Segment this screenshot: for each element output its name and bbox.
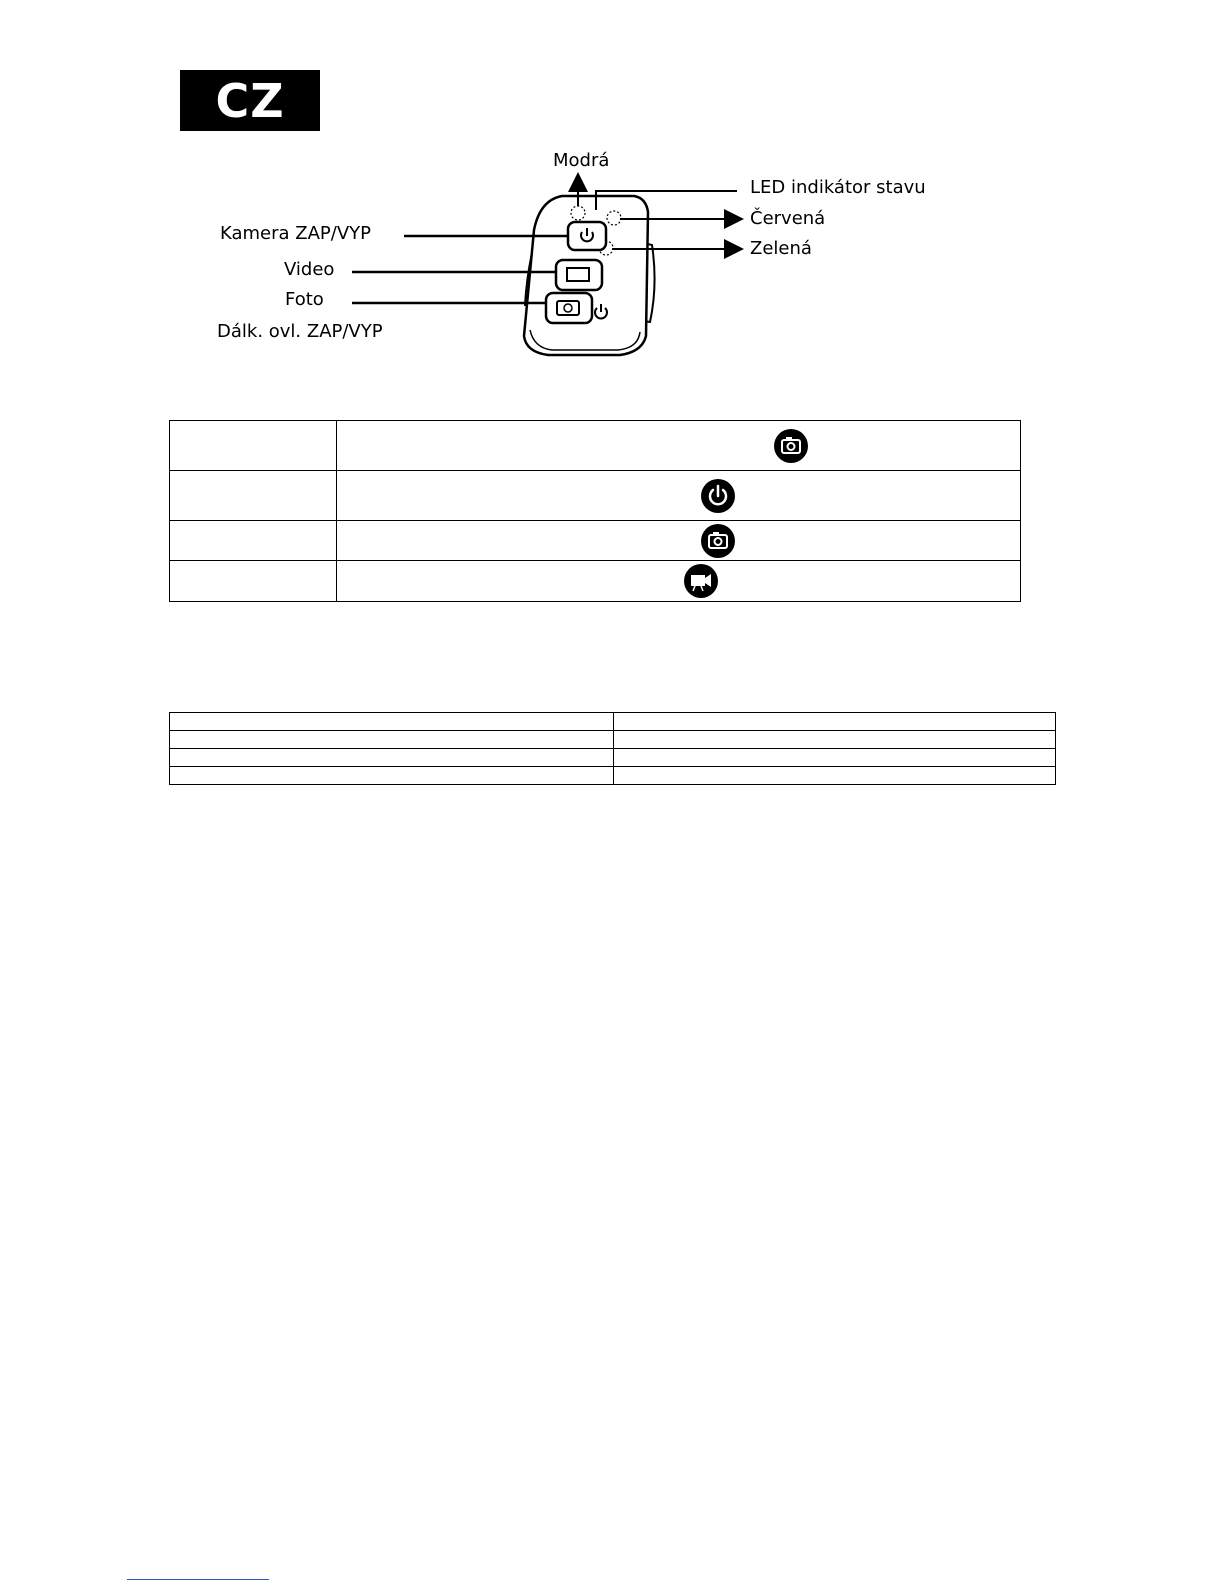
row-label: [170, 471, 337, 521]
table-cell: [170, 713, 614, 731]
row-description: [337, 421, 1021, 471]
table-cell: [170, 767, 614, 785]
label-led-indicator: LED indikátor stavu: [750, 177, 926, 198]
table-cell: [614, 713, 1056, 731]
label-photo: Foto: [285, 289, 324, 310]
row-label: [170, 421, 337, 471]
label-red: Červená: [750, 208, 826, 229]
table-cell: [170, 749, 614, 767]
table-row: [170, 421, 1021, 471]
table-row: [170, 713, 1056, 731]
camera-icon: [701, 524, 735, 558]
video-camera-icon: [684, 564, 718, 598]
label-remote-power: Dálk. ovl. ZAP/VYP: [217, 321, 383, 342]
table-row: [170, 749, 1056, 767]
function-table: [169, 420, 1021, 602]
row-label: [170, 521, 337, 561]
table-cell: [614, 749, 1056, 767]
language-code: CZ: [215, 73, 285, 128]
remote-diagram: [0, 0, 1225, 400]
led-status-table: [169, 712, 1056, 785]
power-icon: [701, 479, 735, 513]
photo-button: [546, 293, 592, 323]
row-description: [337, 521, 1021, 561]
table-row: [170, 471, 1021, 521]
footer-link-underline: [127, 1579, 269, 1580]
table-cell: [170, 731, 614, 749]
label-green: Zelená: [750, 238, 812, 259]
video-button: [556, 260, 602, 290]
camera-icon: [774, 429, 808, 463]
label-blue: Modrá: [553, 150, 610, 171]
row-description: [337, 471, 1021, 521]
table-row: [170, 521, 1021, 561]
table-row: [170, 561, 1021, 602]
table-row: [170, 731, 1056, 749]
row-label: [170, 561, 337, 602]
label-camera-power: Kamera ZAP/VYP: [220, 223, 372, 244]
table-row: [170, 767, 1056, 785]
table-cell: [614, 767, 1056, 785]
row-description: [337, 561, 1021, 602]
table-cell: [614, 731, 1056, 749]
label-video: Video: [284, 259, 335, 280]
